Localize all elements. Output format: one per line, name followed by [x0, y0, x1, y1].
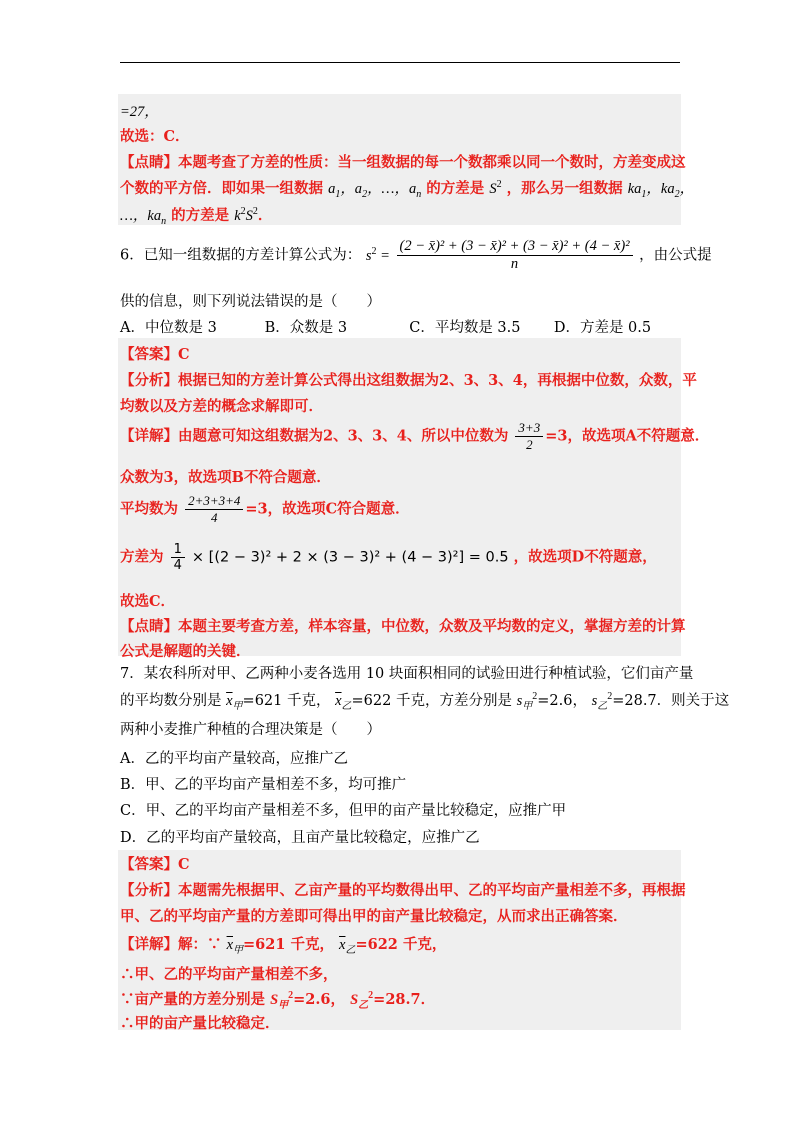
- q7-analysis-line-2: 甲、乙的平均亩产量的方差即可得出甲的亩产量比较稳定，从而求出正确答案．: [120, 908, 628, 925]
- q6-stem-line-2: 供的信息，则下列说法错误的是（ ）: [120, 294, 381, 310]
- q7-analysis-line-1: 【分析】本题需先根据甲、乙亩产量的平均数得出甲、乙的平均亩产量相差不多，再根据: [120, 882, 686, 899]
- q7-answer: 【答案】C: [120, 856, 190, 873]
- q7-stem-line-1: 7．某农科所对甲、乙两种小麦各选用 10 块面积相同的试验田进行种植试验，它们亩产量: [120, 666, 694, 682]
- q7-stem-line-2: 的平均数分别是 $\overline{x}_甲=621$ 千克， $\overline{x}_乙=622$ 千克，方差分别是 $s_甲^2=2.6$， $s_乙^2=28.7$．则关于这: [120, 691, 730, 712]
- q6-detail-variance: 方差为 $\frac{1}{4}$ × [(2 − 3)² + 2 × (3 − 3)² + (4 − 3)²] = 0.5 ，故选项D不符题意，: [120, 542, 657, 573]
- q7-detail-line-1: 【详解】解：∵ $\overline{x}_甲=621$ 千克， $\overline{x}_乙=622$ 千克，: [120, 936, 447, 956]
- q6-option-d[interactable]: D．方差是 0.5: [553, 320, 652, 336]
- q6-detail-mode: 众数为3，故选项B不符合题意．: [120, 469, 331, 486]
- q6-option-c[interactable]: C．平均数是 3.5: [409, 320, 521, 336]
- q7-detail-line-3: ∵亩产量的方差分别是 $S_甲^2=2.6$， $S_乙^2=28.7$．: [120, 990, 436, 1011]
- q7-detail-line-4: ∴甲的亩产量比较稳定．: [120, 1015, 280, 1032]
- q7-detail-line-2: ∴甲、乙的平均亩产量相差不多，: [120, 966, 338, 983]
- q6-note-line-1: 【点睛】本题主要考查方差，样本容量，中位数，众数及平均数的定义，掌握方差的计算: [120, 618, 686, 635]
- q6-detail-mean: 平均数为 $\frac{2+3+3+4}{4}$ =3，故选项C符合题意．: [120, 493, 410, 525]
- prev-choice: 故选：C．: [120, 128, 190, 145]
- q6-variance-formula: $\frac{\text{(2 − x̄)² + (3 − x̄)² + (3 − x̄)² + (4 − x̄)²}}{n}$: [397, 238, 633, 273]
- q6-stem-line-1: 6．已知一组数据的方差计算公式为： $s^2$ = $\frac{\text{(2 − x̄)² + (3 − x̄)² + (3 − x̄)² + (4 − x̄)²}}{n}$ ，由公式提: [120, 238, 712, 272]
- q6-analysis-line-1: 【分析】根据已知的方差计算公式得出这组数据为2、3、3、4，再根据中位数，众数，平: [120, 372, 697, 389]
- q6-option-a[interactable]: A．中位数是 3: [120, 320, 217, 336]
- q6-analysis-line-2: 均数以及方差的概念求解即可．: [120, 398, 323, 415]
- prev-note-line-2: 个数的平方倍．即如果一组数据 $a_1$，$a_2$，…，$a_n$ 的方差是 $S^2$ ，那么另一组数据 $ka_1$，$ka_2$，: [120, 179, 695, 200]
- q6-detail-median: 【详解】由题意可知这组数据为2、3、3、4、所以中位数为 $\frac{3+3}{2}$ =3，故选项A不符题意．: [120, 420, 710, 452]
- q7-option-b[interactable]: B．甲、乙的平均亩产量相差不多，均可推广: [120, 777, 407, 793]
- q6-choice: 故选C．: [120, 593, 176, 610]
- q6-options: [120, 316, 651, 337]
- prev-note-line-3: …，$ka_n$ 的方差是 $k^2S^2$．: [120, 206, 273, 227]
- q7-option-c[interactable]: C．甲、乙的平均亩产量相差不多，但甲的亩产量比较稳定，应推广甲: [120, 803, 567, 819]
- q7-option-d[interactable]: D．乙的平均亩产量较高，且亩产量比较稳定，应推广乙: [120, 830, 480, 846]
- q7-stem-line-3: 两种小麦推广种植的合理决策是（ ）: [120, 722, 381, 738]
- q6-answer: 【答案】C: [120, 346, 190, 363]
- q6-note-line-2: 公式是解题的关键．: [120, 643, 251, 660]
- q7-option-a[interactable]: A．乙的平均亩产量较高，应推广乙: [120, 751, 348, 767]
- header-rule: [120, 62, 680, 63]
- prev-note-line-1: 【点睛】本题考查了方差的性质：当一组数据的每一个数都乘以同一个数时，方差变成这: [120, 154, 686, 171]
- q6-option-b[interactable]: B．众数是 3: [264, 320, 348, 336]
- prev-equation: =27，: [120, 104, 159, 120]
